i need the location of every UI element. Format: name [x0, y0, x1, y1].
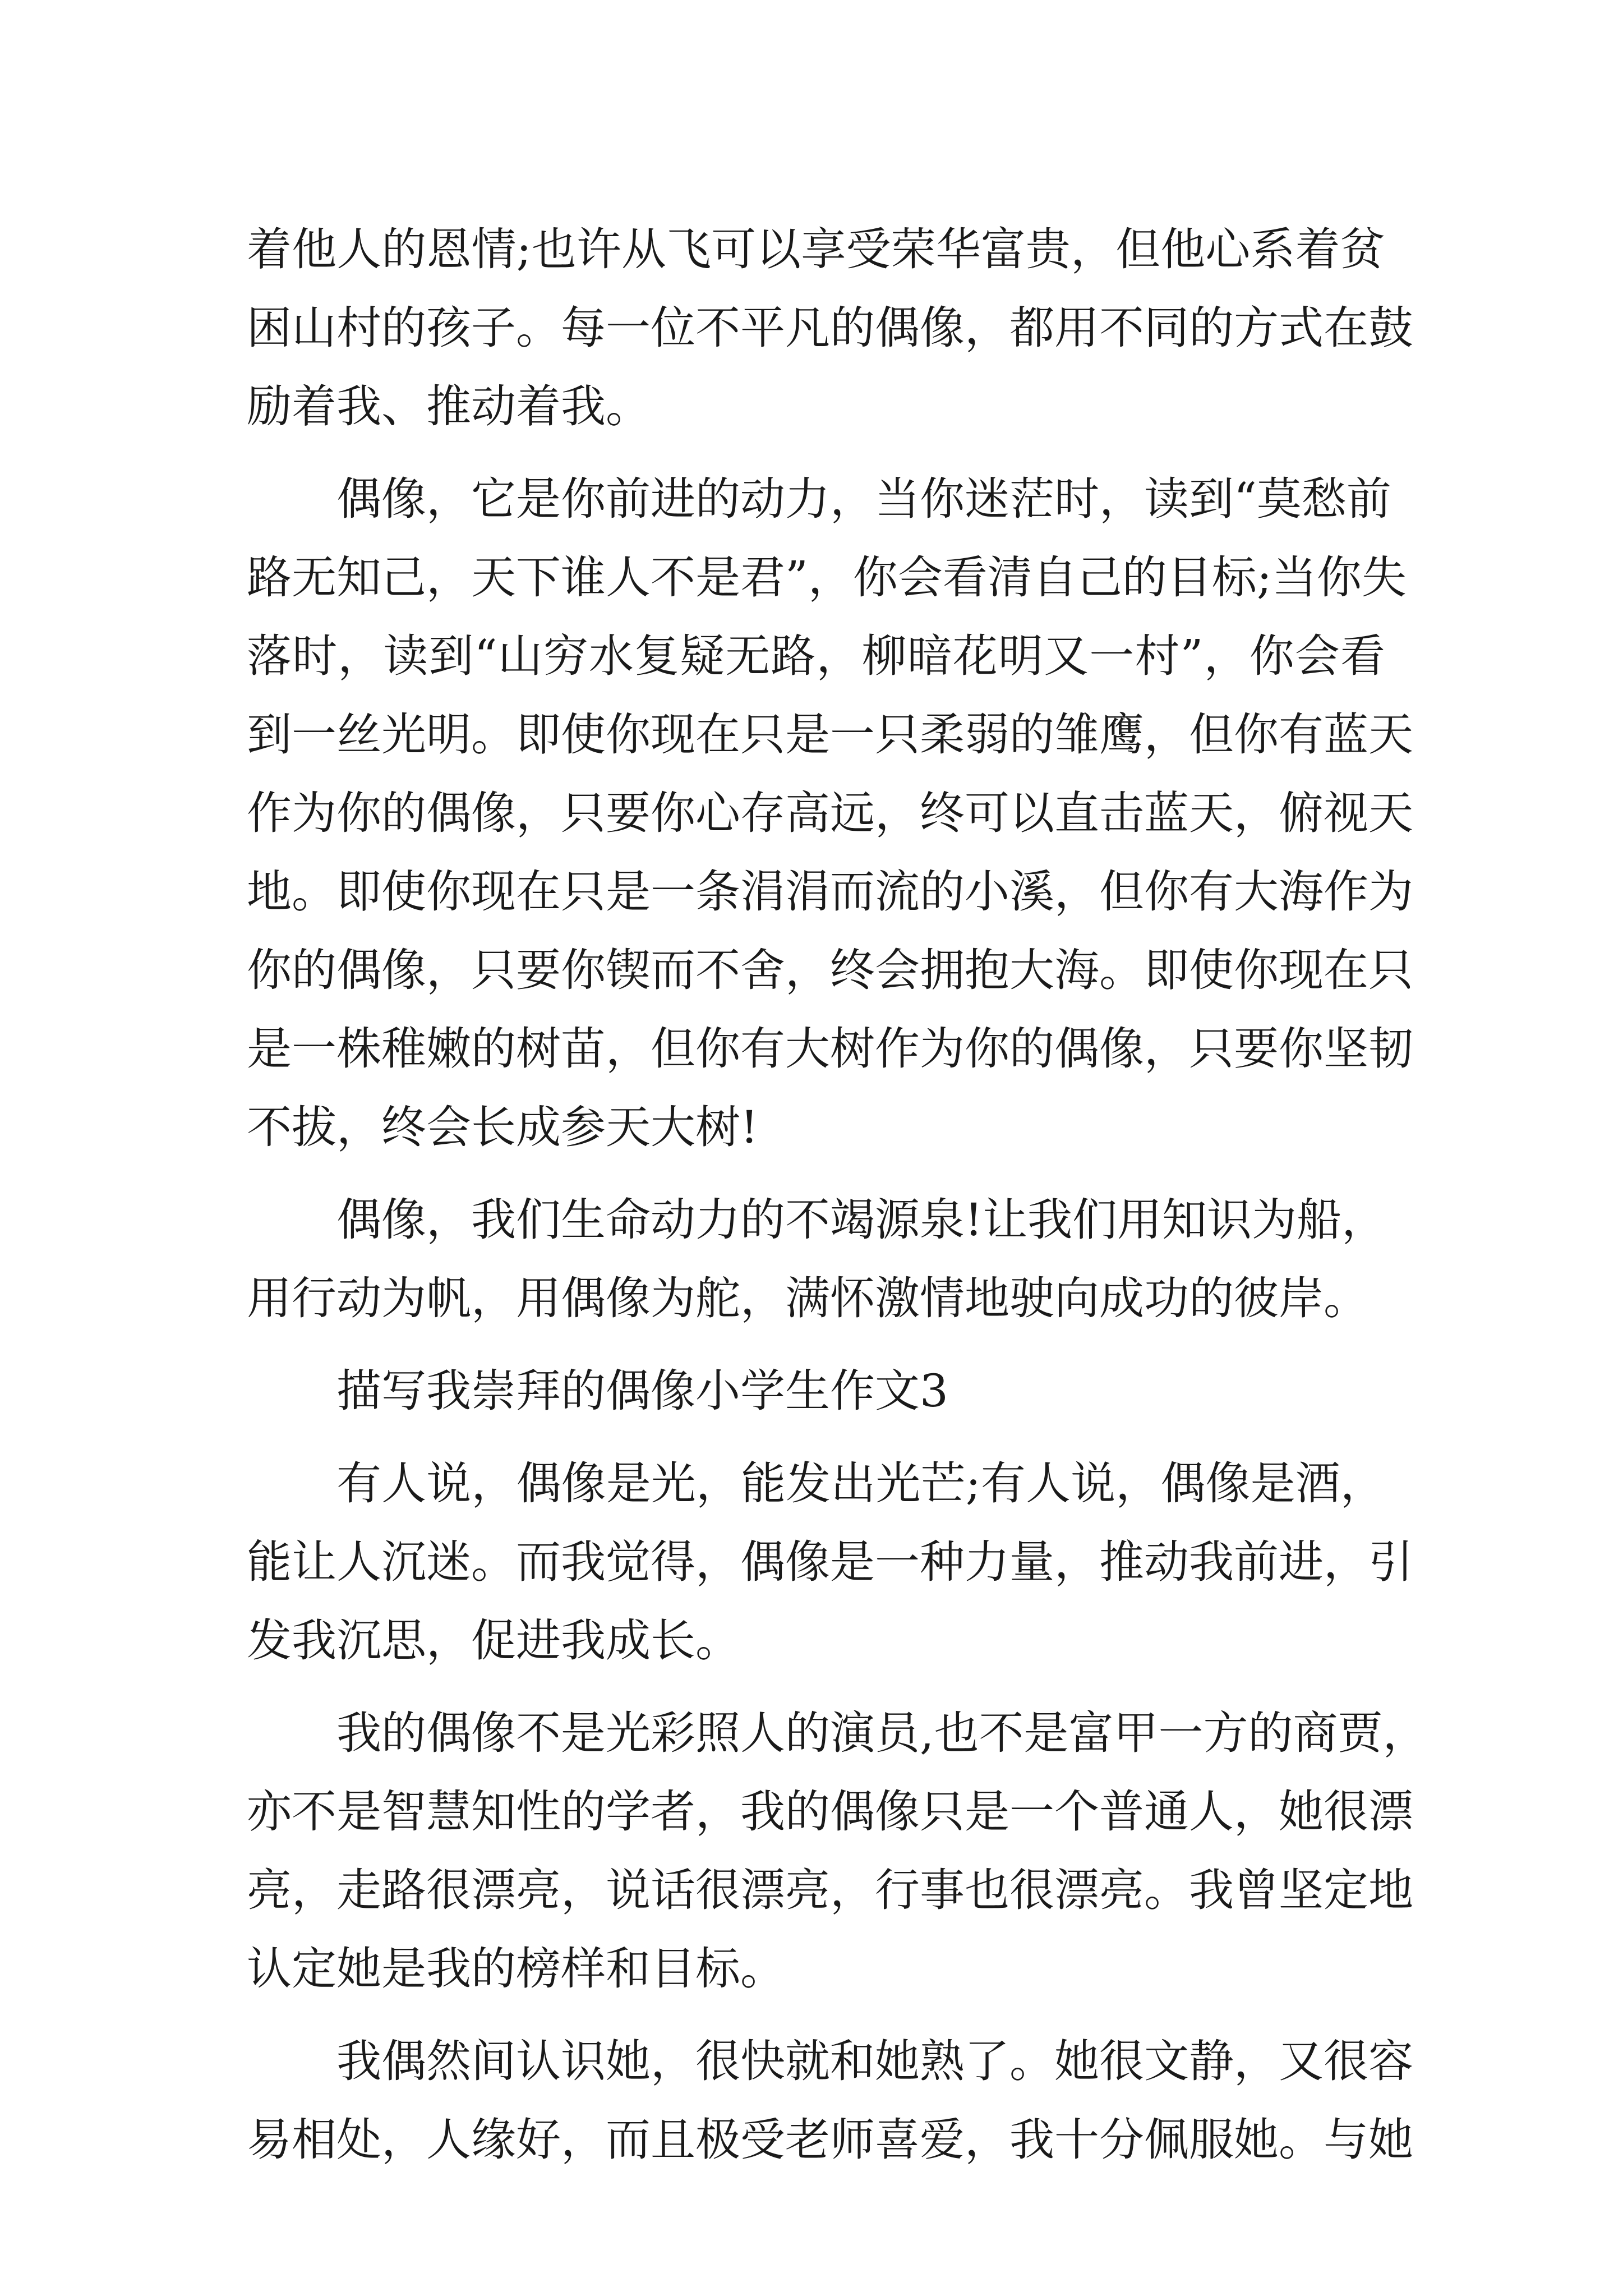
text-line: 励着我、推动着我。	[247, 380, 651, 432]
text-line: 用行动为帆，用偶像为舵，满怀激情地驶向成功的彼岸。	[247, 1272, 1368, 1324]
text-line: 有 人 说 ， 偶 像 是 光 ， 能 发 出 光 芒 ; 有 人 说 ， 偶 像 是 酒 ，	[336, 1457, 1385, 1510]
text-line: 路 无 知 己 ， 天 下 谁 人 不 是 君 ” ， 你 会 看 清 自 己 的 目 标 ; 当 你 失	[247, 551, 1407, 604]
text-line: 落 时 ， 读 到 “ 山 穷 水 复 疑 无 路 ， 柳 暗 花 明 又 一 村 ” ， 你 会 看	[247, 630, 1385, 682]
text-line: 到 一 丝 光 明 。 即 使 你 现 在 只 是 一 只 柔 弱 的 雏 鹰 ， 但 你 有 蓝 天	[247, 708, 1413, 761]
text-line: 我 偶 然 间 认 识 她 ， 很 快 就 和 她 熟 了 。 她 很 文 静 ， 又 很 容	[336, 2035, 1413, 2087]
text-line: 地 。 即 使 你 现 在 只 是 一 条 涓 涓 而 流 的 小 溪 ， 但 你 有 大 海 作 为	[247, 866, 1413, 918]
text-line: 不拔，终会长成参天大树!	[247, 1101, 759, 1153]
text-line: 困 山 村 的 孩 子 。 每 一 位 不 平 凡 的 偶 像 ， 都 用 不 同 的 方 式 在 鼓	[247, 302, 1413, 354]
text-line: 你 的 偶 像 ， 只 要 你 锲 而 不 舍 ， 终 会 拥 抱 大 海 。 即 使 你 现 在 只	[247, 944, 1413, 996]
text-line: 偶 像 ， 它 是 你 前 进 的 动 力 ， 当 你 迷 茫 时 ， 读 到 “ 莫 愁 前	[336, 473, 1391, 525]
text-line: 我 的 偶 像 不 是 光 彩 照 人 的 演 员 , 也 不 是 富 甲 一 方 的 商 贾 ，	[336, 1707, 1428, 1759]
text-line: 亦 不 是 智 慧 知 性 的 学 者 ， 我 的 偶 像 只 是 一 个 普 通 人 ， 她 很 漂	[247, 1786, 1413, 1838]
text-line: 发我沉思，促进我成长。	[247, 1614, 740, 1667]
text-line: 是 一 株 稚 嫩 的 树 苗 ， 但 你 有 大 树 作 为 你 的 偶 像 ， 只 要 你 坚 韧	[247, 1023, 1413, 1075]
text-line: 着 他 人 的 恩 情 ; 也 许 从 飞 可 以 享 受 荣 华 富 贵 ， 但 他 心 系 着 贫	[247, 223, 1385, 275]
document-page	[247, 210, 1428, 2179]
text-line: 作 为 你 的 偶 像 ， 只 要 你 心 存 高 远 ， 终 可 以 直 击 蓝 天 ， 俯 视 天	[247, 787, 1413, 839]
text-line: 易 相 处 ， 人 缘 好 ， 而 且 极 受 老 师 喜 爱 ， 我 十 分 佩 服 她 。 与 她	[247, 2114, 1413, 2166]
text-line: 偶 像 ， 我 们 生 命 动 力 的 不 竭 源 泉 ! 让 我 们 用 知 识 为 船 ，	[336, 1194, 1387, 1246]
text-line: 认定她是我的榜样和目标。	[247, 1943, 785, 1995]
text-line: 能 让 人 沉 迷 。 而 我 觉 得 ， 偶 像 是 一 种 力 量 ， 推 动 我 前 进 ， 引	[247, 1536, 1413, 1588]
text-line: 描写我崇拜的偶像小学生作文3	[336, 1365, 948, 1417]
text-line: 亮 ， 走 路 很 漂 亮 ， 说 话 很 漂 亮 ， 行 事 也 很 漂 亮 。 我 曾 坚 定 地	[247, 1864, 1413, 1916]
